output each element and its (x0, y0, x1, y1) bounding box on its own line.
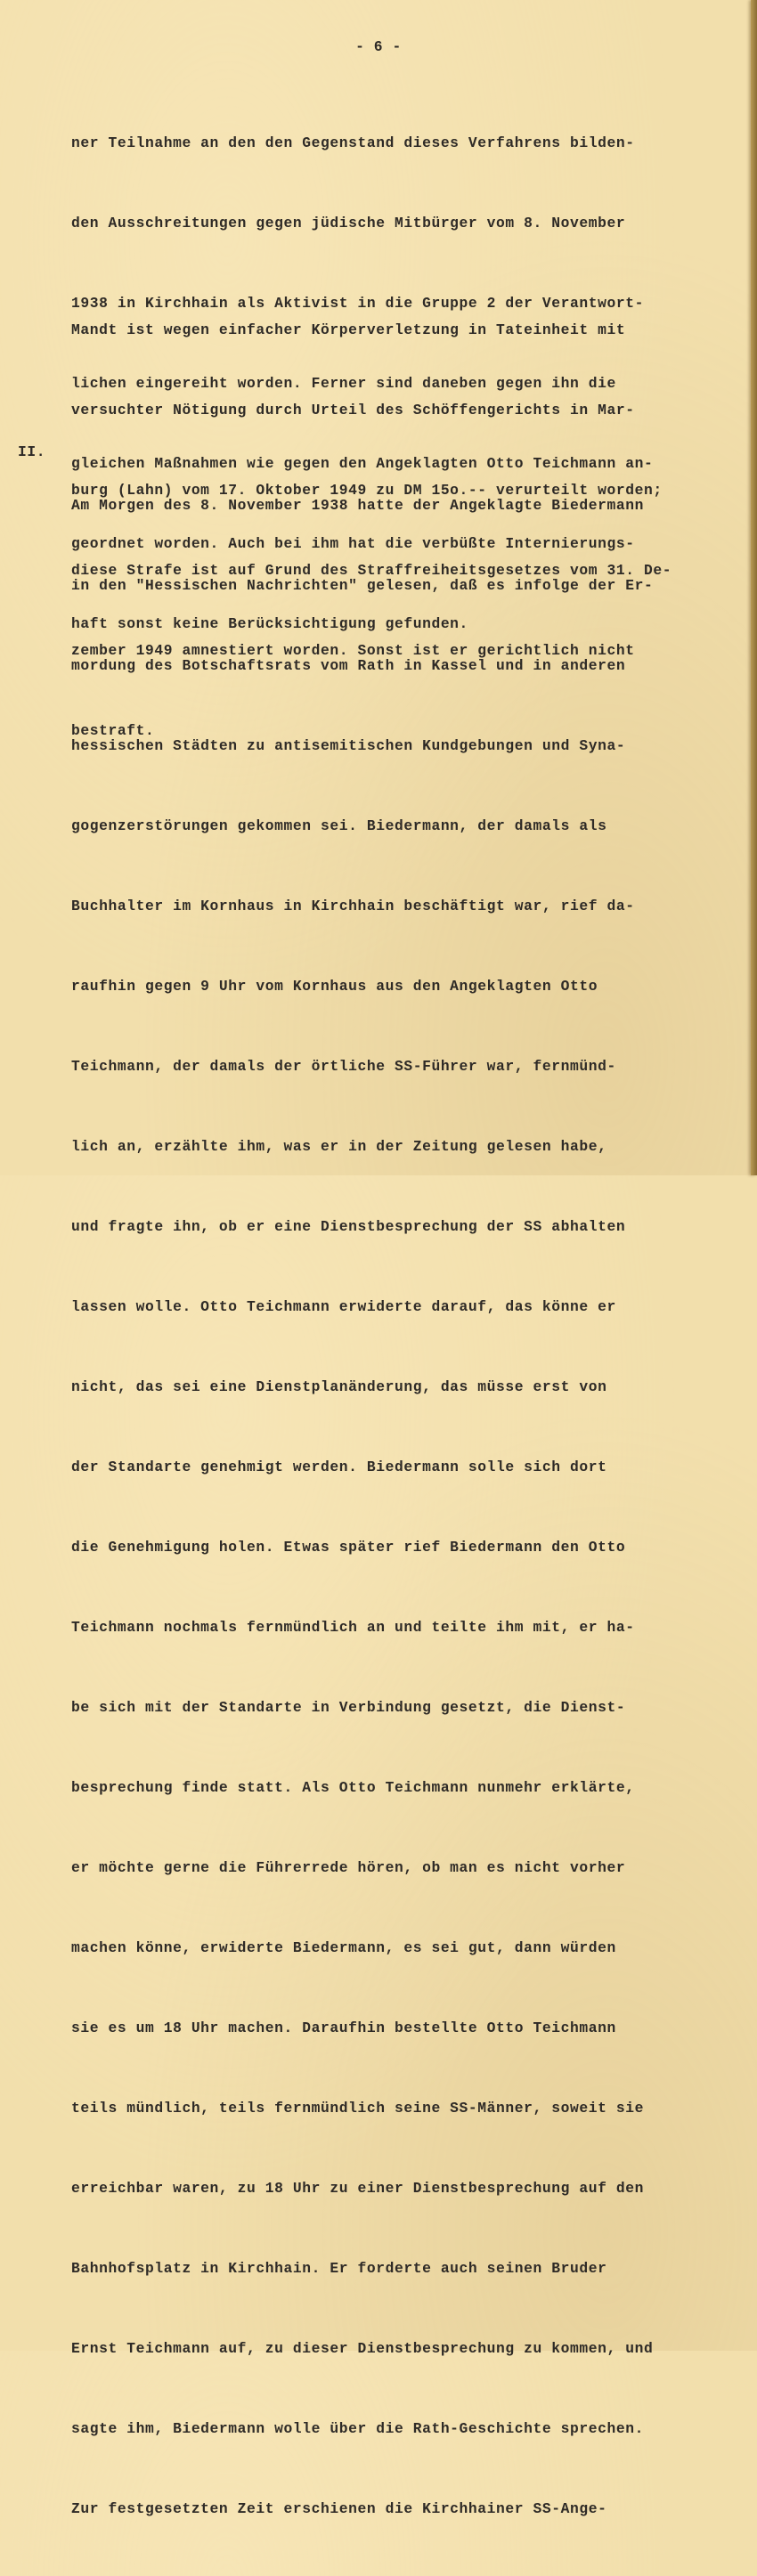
text-line: Bahnhofsplatz in Kirchhain. Er forderte auch seinen Bruder (71, 2260, 607, 2277)
text-line: burg (Lahn) vom 17. Oktober 1949 zu DM 15o.-- verurteilt worden; (71, 482, 663, 499)
text-line: besprechung finde statt. Als Otto Teichmann nunmehr erklärte, (71, 1779, 635, 1796)
text-line: sagte ihm, Biedermann wolle über die Rath-Geschichte sprechen. (71, 2420, 644, 2437)
text-line: raufhin gegen 9 Uhr vom Kornhaus aus den Angeklagten Otto (71, 978, 598, 995)
text-line: Teichmann nochmals fernmündlich an und teilte ihm mit, er ha- (71, 1619, 635, 1636)
text-line: lichen eingereiht worden. Ferner sind daneben gegen ihn die (71, 375, 616, 392)
page-number: - 6 - (355, 38, 402, 55)
text-line: der Standarte genehmigt werden. Biedermann solle sich dort (71, 1459, 607, 1475)
text-line: lassen wolle. Otto Teichmann erwiderte darauf, das könne er (71, 1298, 616, 1315)
text-line: nicht, das sei eine Dienstplanänderung, das müsse erst von (71, 1378, 607, 1395)
paper-edge (751, 0, 757, 1175)
text-line: bestraft. (71, 722, 155, 739)
text-line: be sich mit der Standarte in Verbindung gesetzt, die Dienst- (71, 1699, 626, 1716)
text-line: lich an, erzählte ihm, was er in der Zeitung gelesen habe, (71, 1138, 607, 1155)
text-line: geordnet worden. Auch bei ihm hat die verbüßte Internierungs- (71, 535, 635, 552)
text-line: zember 1949 amnestiert worden. Sonst ist er gerichtlich nicht (71, 642, 635, 659)
text-line: Zur festgesetzten Zeit erschienen die Kirchhainer SS-Ange- (71, 2500, 607, 2517)
text-line: mordung des Botschaftsrats vom Rath in Kassel und in anderen (71, 657, 626, 674)
text-line: machen könne, erwiderte Biedermann, es sei gut, dann würden (71, 1939, 616, 1956)
text-line: Teichmann, der damals der örtliche SS-Führer war, fernmünd- (71, 1058, 616, 1075)
text-line: erreichbar waren, zu 18 Uhr zu einer Dienstbesprechung auf den (71, 2180, 644, 2197)
text-line: die Genehmigung holen. Etwas später rief Biedermann den Otto (71, 1539, 626, 1556)
text-line: Buchhalter im Kornhaus in Kirchhain beschäftigt war, rief da- (71, 898, 635, 914)
text-line: haft sonst keine Berücksichtigung gefunden. (71, 615, 468, 632)
text-line: und fragte ihn, ob er eine Dienstbesprechung der SS abhalten (71, 1218, 626, 1235)
text-line: Ernst Teichmann auf, zu dieser Dienstbesprechung zu kommen, und (71, 2340, 654, 2357)
text-line: in den "Hessischen Nachrichten" gelesen, daß es infolge der Er- (71, 577, 654, 594)
text-line: den Ausschreitungen gegen jüdische Mitbürger vom 8. November (71, 215, 626, 232)
text-line: Mandt ist wegen einfacher Körperverletzung in Tateinheit mit (71, 321, 626, 338)
text-line: diese Strafe ist auf Grund des Straffreiheitsgesetzes vom 31. De- (71, 562, 672, 579)
section-number: II. (18, 443, 46, 460)
text-line: hessischen Städten zu antisemitischen Kundgebungen und Syna- (71, 737, 626, 754)
section-ii-body (71, 439, 748, 2576)
text-line: er möchte gerne die Führerrede hören, ob man es nicht vorher (71, 1859, 626, 1876)
text-line: teils mündlich, teils fernmündlich seine SS-Männer, soweit sie (71, 2100, 644, 2117)
text-line: gogenzerstörungen gekommen sei. Biedermann, der damals als (71, 817, 607, 834)
text-line: sie es um 18 Uhr machen. Daraufhin bestellte Otto Teichmann (71, 2019, 616, 2036)
text-line: 1938 in Kirchhain als Aktivist in die Gruppe 2 der Verantwort- (71, 295, 644, 312)
text-line: Am Morgen des 8. November 1938 hatte der Angeklagte Biedermann (71, 497, 644, 514)
text-line: gleichen Maßnahmen wie gegen den Angeklagten Otto Teichmann an- (71, 455, 654, 472)
text-line: ner Teilnahme an den den Gegenstand dieses Verfahrens bilden- (71, 134, 635, 151)
text-line: versuchter Nötigung durch Urteil des Schöffengerichts in Mar- (71, 402, 635, 418)
